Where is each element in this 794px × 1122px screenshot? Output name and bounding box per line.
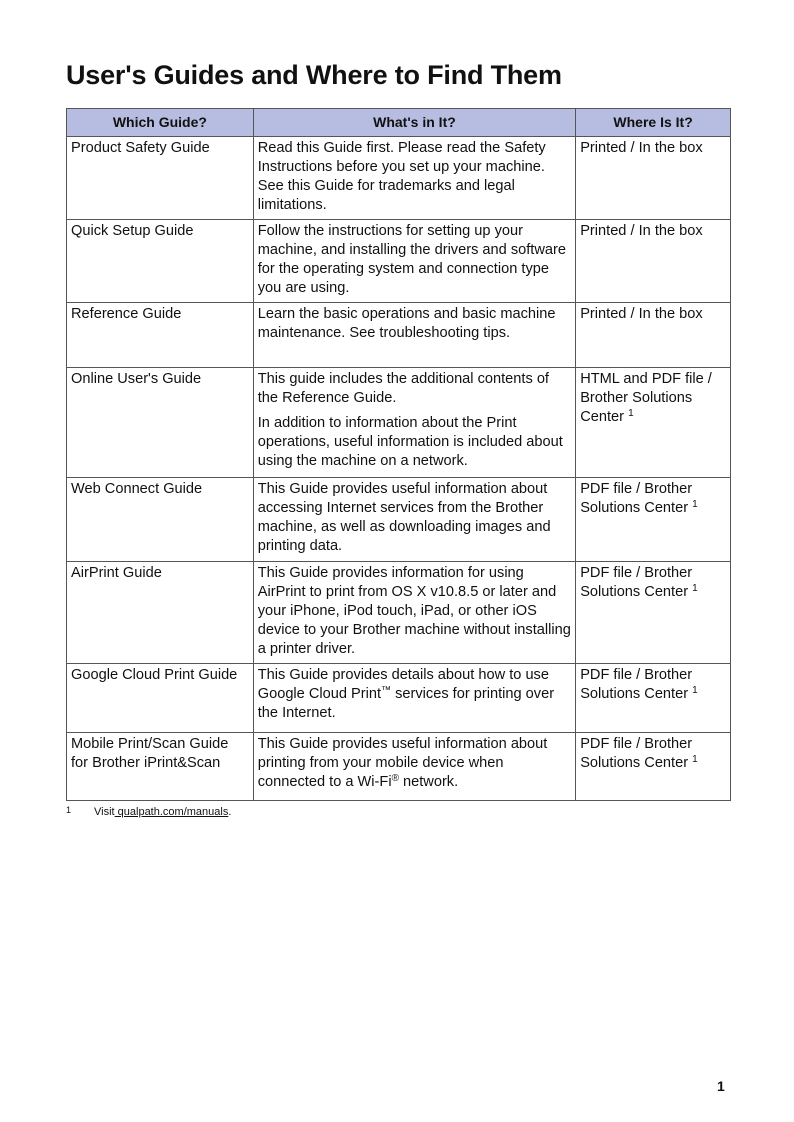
header-whats-in-it: What's in It? bbox=[253, 109, 575, 137]
guide-location: Printed / In the box bbox=[576, 137, 731, 220]
guide-content-cell bbox=[253, 664, 575, 733]
guide-name: Quick Setup Guide bbox=[67, 220, 254, 303]
table-row bbox=[67, 137, 731, 220]
guide-content-end: services for printing over the Internet. bbox=[257, 686, 555, 721]
guide-name-line2: for Brother iPrint&Scan bbox=[71, 755, 221, 771]
footnote-link[interactable]: qualpath.com/manuals bbox=[114, 806, 229, 818]
table-row bbox=[67, 733, 731, 801]
guide-name: Reference Guide bbox=[67, 303, 254, 368]
footnote-ref: 1 bbox=[692, 754, 698, 765]
guide-content: Learn the basic operations and basic machine maintenance. See troubleshooting tips. bbox=[253, 303, 575, 368]
guide-name: AirPrint Guide bbox=[67, 562, 254, 664]
guide-content: This Guide provides useful information about accessing Internet services from the Brother machine, as well as downloading images and printing data. bbox=[253, 478, 575, 562]
footnote-text: Visit bbox=[94, 806, 115, 818]
guide-name: Google Cloud Print Guide bbox=[67, 664, 254, 733]
guide-location-cell bbox=[576, 562, 731, 664]
guide-content: Follow the instructions for setting up your machine, and installing the drivers and software for the operating system and connection type you are using. bbox=[253, 220, 575, 303]
page-title: User's Guides and Where to Find Them bbox=[66, 60, 562, 90]
footnote-ref: 1 bbox=[628, 408, 634, 419]
guide-content: This Guide provides information for using AirPrint to print from OS X v10.8.5 or later and your iPhone, iPod touch, iPad, or other iOS device to your Brother machine without installing a printer driver. bbox=[253, 562, 575, 664]
table-row bbox=[67, 368, 731, 478]
footnote bbox=[66, 805, 231, 818]
page-number: 1 bbox=[717, 1078, 725, 1094]
guide-name-cell bbox=[67, 733, 254, 801]
table-row bbox=[67, 303, 731, 368]
table-row bbox=[67, 220, 731, 303]
guide-content-cell bbox=[253, 733, 575, 801]
guide-content-extra: In addition to information about the Print operations, useful information is included about using the machine on a network. bbox=[257, 415, 563, 469]
table-row bbox=[67, 664, 731, 733]
table-row bbox=[67, 562, 731, 664]
guide-location-cell bbox=[576, 478, 731, 562]
guide-name: Mobile Print/Scan Guide bbox=[71, 736, 229, 752]
guide-location: PDF file / Brother Solutions Center bbox=[580, 481, 693, 516]
guide-name: Web Connect Guide bbox=[67, 478, 254, 562]
guide-location: Printed / In the box bbox=[576, 303, 731, 368]
footnote-end: . bbox=[228, 806, 232, 818]
guide-name: Product Safety Guide bbox=[67, 137, 254, 220]
trademark-mark: ™ bbox=[381, 685, 392, 696]
guide-location: PDF file / Brother Solutions Center bbox=[580, 565, 693, 600]
guide-location: PDF file / Brother Solutions Center bbox=[580, 667, 693, 702]
guide-location-cell bbox=[576, 368, 731, 478]
header-where-is-it: Where Is It? bbox=[576, 109, 731, 137]
footnote-ref: 1 bbox=[692, 499, 698, 510]
guide-content-cell bbox=[253, 368, 575, 478]
guide-name: Online User's Guide bbox=[67, 368, 254, 478]
registered-mark: ® bbox=[391, 773, 399, 784]
guide-content: This Guide provides useful information about printing from your mobile device when connected to a Wi-Fi bbox=[257, 736, 548, 790]
guide-content-end: network. bbox=[398, 774, 459, 790]
footnote-mark: 1 bbox=[66, 805, 72, 815]
guide-location: HTML and PDF file / Brother Solutions Center bbox=[580, 371, 712, 425]
guides-table bbox=[66, 108, 731, 801]
guide-content: This Guide provides details about how to use Google Cloud Print bbox=[257, 667, 549, 702]
guide-location-cell bbox=[576, 733, 731, 801]
footnote-ref: 1 bbox=[692, 583, 698, 594]
table-row bbox=[67, 478, 731, 562]
guide-content: This guide includes the additional contents of the Reference Guide. bbox=[257, 371, 549, 406]
guide-location: Printed / In the box bbox=[576, 220, 731, 303]
guide-location: PDF file / Brother Solutions Center bbox=[580, 736, 693, 771]
guide-location-cell bbox=[576, 664, 731, 733]
table-header-row bbox=[67, 109, 731, 137]
guide-content: Read this Guide first. Please read the Safety Instructions before you set up your machine. See this Guide for trademarks and legal limitations. bbox=[253, 137, 575, 220]
footnote-ref: 1 bbox=[692, 685, 698, 696]
header-which-guide: Which Guide? bbox=[67, 109, 254, 137]
